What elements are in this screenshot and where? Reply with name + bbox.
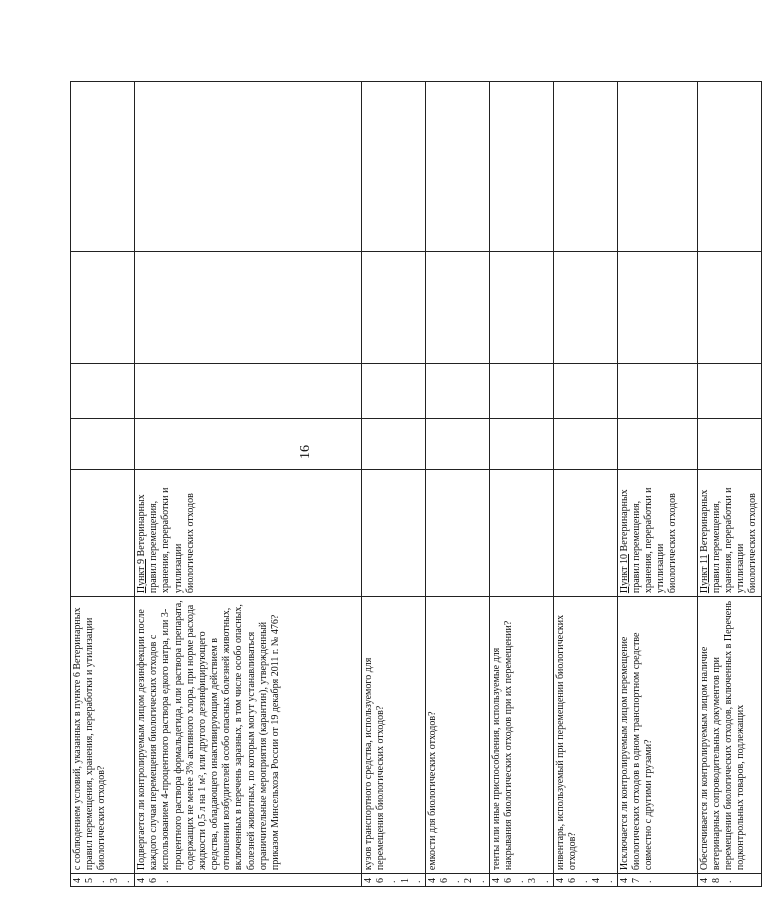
question-text: Исключается ли контролируемым лицом перемещение биологических отходов в одном транспортном средстве совместно с другими грузами? xyxy=(617,597,697,874)
reference-text: Ветеринарных xyxy=(618,489,630,552)
reference-text: утилизации xyxy=(172,543,184,594)
answer-cell xyxy=(617,364,697,419)
checklist-rows xyxy=(71,82,762,887)
row-number: 46. xyxy=(134,874,361,887)
legal-reference xyxy=(425,469,489,596)
answer-cell xyxy=(425,252,489,364)
table-row xyxy=(425,82,489,887)
legal-reference xyxy=(489,469,553,596)
answer-cell xyxy=(134,364,361,419)
legal-reference xyxy=(553,469,617,596)
answer-cell xyxy=(134,252,361,364)
answer-cell xyxy=(617,419,697,470)
row-number: 45.3. xyxy=(71,874,135,887)
table-row xyxy=(361,82,425,887)
table-row xyxy=(71,82,135,887)
row-number: 46.3. xyxy=(489,874,553,887)
legal-reference xyxy=(617,469,697,596)
table-row xyxy=(617,82,697,887)
answer-cell xyxy=(617,82,697,252)
answer-cell xyxy=(425,364,489,419)
legal-reference xyxy=(134,469,361,596)
reference-text: правил перемещения, xyxy=(148,500,160,594)
answer-cell xyxy=(489,419,553,470)
reference-text: хранения, переработки и xyxy=(643,487,655,594)
reference-text: утилизации xyxy=(655,543,667,594)
reference-link[interactable]: Пункт 9 xyxy=(135,558,147,594)
answer-cell xyxy=(489,82,553,252)
row-number: 46.4. xyxy=(553,874,617,887)
answer-cell xyxy=(361,82,425,252)
row-number: 48. xyxy=(697,874,761,887)
reference-text: Ветеринарных xyxy=(135,494,147,557)
answer-cell xyxy=(697,252,761,364)
table-row xyxy=(697,82,761,887)
answer-cell xyxy=(361,364,425,419)
question-text: с соблюдением условий, указанных в пункте 6 Ветеринарных правил перемещения, хранения, переработки и утилизации биологических отходов? xyxy=(71,597,135,874)
reference-text: правил перемещения, xyxy=(630,500,642,594)
answer-cell xyxy=(71,252,135,364)
table-row xyxy=(489,82,553,887)
table-row xyxy=(553,82,617,887)
answer-cell xyxy=(697,82,761,252)
legal-reference xyxy=(361,469,425,596)
reference-text: утилизации xyxy=(735,543,747,594)
answer-cell xyxy=(134,82,361,252)
answer-cell xyxy=(134,419,361,470)
answer-cell xyxy=(553,419,617,470)
reference-text: биологических отходов xyxy=(184,493,196,594)
reference-text: хранения, переработки и xyxy=(160,487,172,594)
reference-link[interactable]: Пункт 11 xyxy=(698,554,710,594)
answer-cell xyxy=(425,419,489,470)
row-number: 46.1. xyxy=(361,874,425,887)
answer-cell xyxy=(553,252,617,364)
rotated-table-container xyxy=(70,81,759,887)
answer-cell xyxy=(489,364,553,419)
legal-reference xyxy=(71,469,135,596)
page-number: 16 xyxy=(298,445,313,459)
answer-cell xyxy=(617,252,697,364)
answer-cell xyxy=(489,252,553,364)
question-text: инвентарь, используемый при перемещении биологических отходов? xyxy=(553,597,617,874)
answer-cell xyxy=(697,419,761,470)
answer-cell xyxy=(553,82,617,252)
reference-link[interactable]: Пункт 10 xyxy=(618,553,630,594)
answer-cell xyxy=(425,82,489,252)
reference-text: биологических отходов xyxy=(747,493,759,594)
answer-cell xyxy=(697,364,761,419)
reference-text: хранения, переработки и xyxy=(723,487,735,594)
row-number: 46.2. xyxy=(425,874,489,887)
answer-cell xyxy=(71,364,135,419)
question-text: тенты или иные приспособления, используемые для накрывания биологических отходов при их перемещении? xyxy=(489,597,553,874)
reference-text: биологических отходов xyxy=(667,493,679,594)
reference-text: правил перемещения, xyxy=(710,500,722,594)
table-row xyxy=(134,82,361,887)
question-text: емкости для биологических отходов? xyxy=(425,597,489,874)
answer-cell xyxy=(71,419,135,470)
row-number: 47. xyxy=(617,874,697,887)
question-text: кузов транспортного средства, используемого для перемещения биологических отходов? xyxy=(361,597,425,874)
answer-cell xyxy=(361,419,425,470)
answer-cell xyxy=(71,82,135,252)
answer-cell xyxy=(553,364,617,419)
question-text: Обеспечивается ли контролируемым лицом наличие ветеринарных сопроводительных документов при перемещении биологических отходов, включенных в Перечень подконтрольных товаров, подлежащих xyxy=(697,597,761,874)
reference-text: Ветеринарных xyxy=(698,489,710,552)
question-text: Подвергается ли контролируемым лицом дезинфекции после каждого случая перемещения биологических отходов с использованием 4-процентного раствора едкого натра, или 3-процентного раствора формальдегида, или раствора препарата, содержащих не менее 3% активного хлора, при норме расхода жидкости 0,5 л на 1 м², или другого дезинфицирующего средства, обладающего инактивирующим действием в отношении возбудителей особо опасных болезней животных, включенных в перечень заразных, в том числе особо опасных, болезней животных, по которым могут устанавливаться ограничительные мероприятия (карантин), утвержденный приказом Минсельхоза России от 19 декабря 2011 г. № 476? xyxy=(134,597,361,874)
legal-reference xyxy=(697,469,761,596)
checklist-table xyxy=(70,81,762,887)
answer-cell xyxy=(361,252,425,364)
